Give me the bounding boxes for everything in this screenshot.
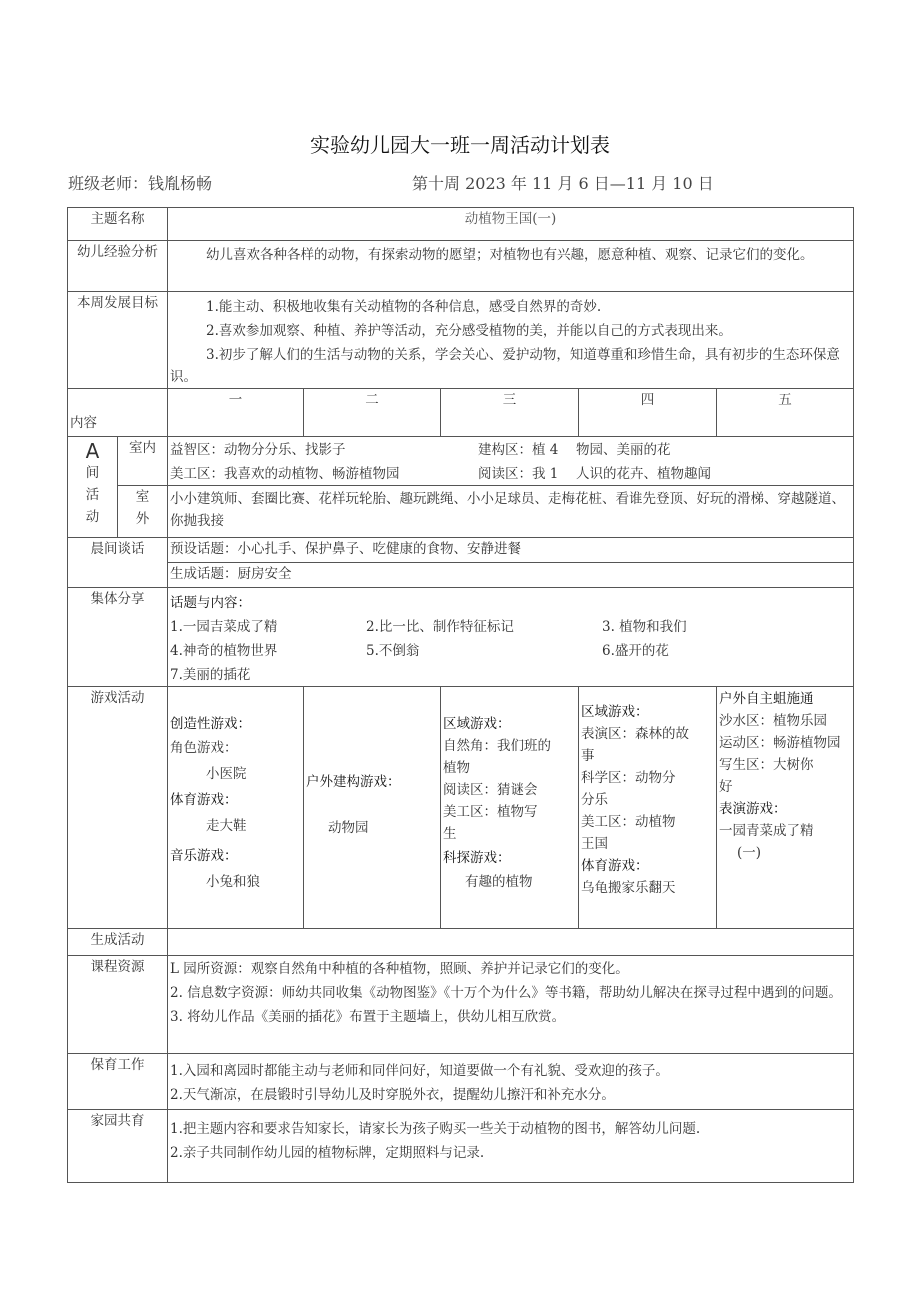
content-row: [68, 389, 854, 437]
goal-item: 1.能主动、积极地收集有关动植物的各种信息，感受自然界的奇妙.: [206, 299, 602, 315]
class-teachers: 班级老师：钱胤杨畅: [68, 174, 213, 193]
outdoor-label: 室 外: [118, 486, 168, 538]
games-col-1: 创造性游戏： 角色游戏： 小医院 体育游戏： 走大鞋 音乐游戏： 小兔和狼: [168, 687, 304, 929]
games-col-4: 区域游戏： 表演区：森林的故 事 科学区：动物分 分乐 美工区：动植物 王国 体育游戏： 乌龟搬家乐翻天: [579, 687, 717, 929]
goals-list: [168, 292, 854, 389]
group-share-content: [168, 588, 854, 687]
group-share-row: [68, 588, 854, 687]
goal-item: 2.喜欢参加观察、种植、养护等活动，充分感受植物的美，并能以自己的方式表现出来。: [206, 323, 732, 339]
generated-activity-row: [68, 929, 854, 956]
curriculum-content: L 园所资源：观察自然角中种植的各种植物，照顾、养护并记录它们的变化。 2. 信息数字资源：师幼共同收集《动物图鉴》《十万个为什么》等书籍，帮助幼儿解决在探寻过程中遇到的问题。 3. 将幼儿作品《美丽的插花》布置于主题墙上，供幼儿相互欣赏。: [168, 956, 854, 1054]
goal-item: 3.初步了解人们的生活与动物的关系，学会关心、爱护动物，知道尊重和珍惜生命，具有初步的生态环保意识。: [170, 347, 840, 385]
group-share-line: 1.一园吉菜成了精 2.比一比、制作特征标记 3. 植物和我们: [170, 619, 687, 635]
outdoor-activities: 小小建筑师、套圈比赛、花样玩轮胎、趣玩跳绳、小小足球员、走梅花桩、看谁先登顶、好玩的滑梯、穿越隧道、你抛我接: [168, 486, 854, 538]
care-label: 保育工作: [68, 1054, 168, 1110]
area-activity-label: A 间 活 动: [68, 437, 118, 538]
indoor-line: 美工区：我喜欢的动植物、畅游植物园 阅读区：我 1 人识的花卉、植物趣闻: [170, 466, 711, 482]
group-share-line: 4.神奇的植物世界 5.不倒翁 6.盛开的花: [170, 643, 669, 659]
group-share-heading: 话题与内容：: [170, 595, 251, 611]
games-col-5: 户外自主蛆施通 沙水区：植物乐园 运动区：畅游植物园 写生区：大树你 好 表演游戏： 一园青菜成了精 (一): [717, 687, 854, 929]
preset-topics: 预设话题：小心扎手、保护鼻子、吃健康的食物、安静进餐: [168, 538, 854, 563]
content-label: 内容: [68, 389, 168, 437]
group-share-label: 集体分享: [68, 588, 168, 687]
games-col-3: 区域游戏： 自然角：我们班的 植物 阅读区：猜谜会 美工区：植物写 生 科探游戏： 有趣的植物: [441, 687, 579, 929]
indoor-row: [68, 437, 854, 486]
page-title: 实验幼儿园大一班一周活动计划表: [310, 133, 610, 157]
home-content: 1.把主题内容和要求告知家长，请家长为孩子购买一些关于动植物的图书，解答幼儿问题. 2.亲子共同制作幼儿园的植物标牌，定期照料与记录.: [168, 1110, 854, 1183]
day-tuesday: 二: [304, 389, 441, 437]
activity-plan-table: [67, 207, 854, 1183]
week-range: 第十周 2023 年 11 月 6 日—11 月 10 日: [412, 174, 714, 193]
indoor-line: 益智区：动物分分乐、找影子 建构区：植 4 物园、美丽的花: [170, 442, 671, 458]
home-row: [68, 1110, 854, 1183]
care-row: [68, 1054, 854, 1110]
theme-row: [68, 208, 854, 241]
indoor-label: 室内: [118, 437, 168, 486]
outdoor-row: [68, 486, 854, 538]
experience-label: 幼儿经验分析: [68, 241, 168, 292]
curriculum-row: [68, 956, 854, 1054]
group-share-line: 7.美丽的插花: [170, 667, 251, 683]
generated-topics-row: [68, 563, 854, 588]
day-monday: 一: [168, 389, 304, 437]
generated-activity-label: 生成活动: [68, 929, 168, 956]
goals-row: [68, 292, 854, 389]
theme-label: 主题名称: [68, 208, 168, 241]
experience-row: [68, 241, 854, 292]
generated-activity-value: [168, 929, 854, 956]
home-label: 家园共育: [68, 1110, 168, 1183]
indoor-areas: [168, 437, 854, 486]
morning-talk-row: [68, 538, 854, 563]
games-label: 游戏活动: [68, 687, 168, 929]
day-thursday: 四: [579, 389, 717, 437]
games-row: [68, 687, 854, 929]
day-wednesday: 三: [441, 389, 579, 437]
goals-label: 本周发展目标: [68, 292, 168, 389]
theme-value: 动植物王国(一): [168, 208, 854, 241]
day-friday: 五: [717, 389, 854, 437]
games-col-2: 户外建构游戏： 动物园: [304, 687, 441, 929]
experience-text: 幼儿喜欢各种各样的动物，有探索动物的愿望；对植物也有兴趣，愿意种植、观察、记录它们的变化。: [168, 241, 854, 292]
care-content: 1.入园和离园时都能主动与老师和同伴问好，知道要做一个有礼貌、受欢迎的孩子。 2.天气渐凉，在晨锻时引导幼儿及时穿脱外衣，提醒幼儿擦汗和补充水分。: [168, 1054, 854, 1110]
morning-talk-label: 晨间谈话: [68, 538, 168, 588]
curriculum-label: 课程资源: [68, 956, 168, 1054]
generated-topics: 生成话题：厨房安全: [168, 563, 854, 588]
